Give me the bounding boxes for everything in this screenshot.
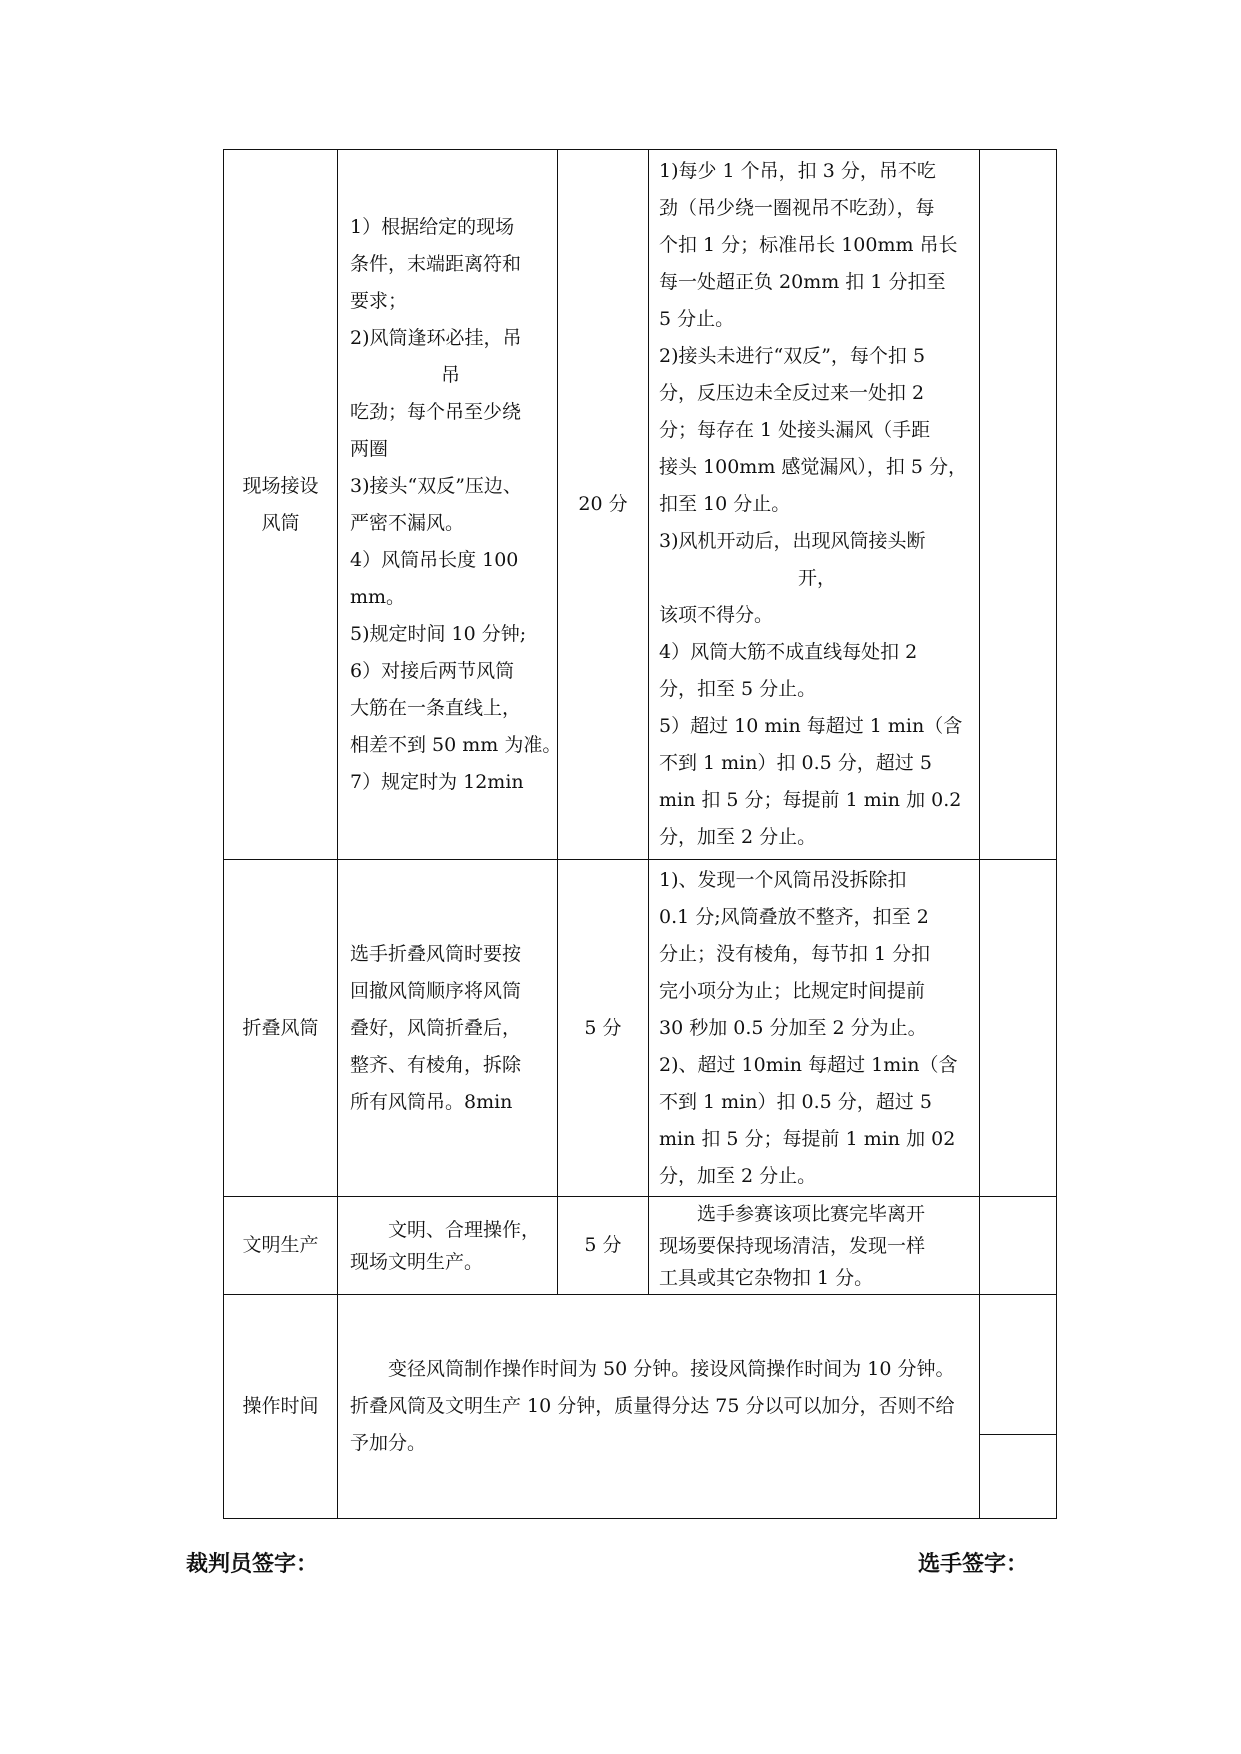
deduction-line: 分，加至 2 分止。 — [659, 1164, 817, 1187]
deduction-line: 该项不得分。 — [659, 604, 774, 626]
item-name-line: 折叠风筒 — [242, 1016, 319, 1039]
item-name-cell — [224, 1197, 338, 1295]
item-name-line: 操作时间 — [242, 1395, 319, 1417]
scoring-table — [223, 149, 1057, 1519]
table-row — [224, 860, 1057, 1197]
table-row — [224, 1197, 1057, 1295]
deduction-line: 分，反压边未全反过来一处扣 2 — [659, 382, 925, 404]
deductions-cell — [649, 860, 980, 1197]
requirement-line: 6）对接后两节风筒 — [350, 659, 515, 682]
deduction-line: 1)、发现一个风筒吊没拆除扣 — [659, 868, 907, 891]
score-cell-lower — [980, 1435, 1057, 1519]
deduction-line: 4）风筒大筋不成直线每处扣 2 — [659, 641, 918, 663]
deduction-line: 扣至 10 分止。 — [659, 493, 791, 515]
operation-time-cell — [338, 1295, 980, 1519]
operation-time-text: 变径风筒制作操作时间为 50 分钟。接设风筒操作时间为 10 分钟。折叠风筒及文明生产 10 分钟，质量得分达 75 分以可以加分，否则不给予加分。 — [350, 1358, 955, 1454]
deduction-line: 接头 100mm 感觉漏风），扣 5 分， — [659, 456, 968, 478]
deduction-line: 个扣 1 分；标准吊长 100mm 吊长 — [659, 234, 958, 256]
requirement-line: 回撤风筒顺序将风筒 — [350, 979, 522, 1002]
referee-signature-label: 裁判员签字： — [186, 1552, 319, 1577]
item-name-cell — [224, 1295, 338, 1519]
deduction-line: 3)风机开动后，出现风筒接头断 — [659, 530, 926, 552]
deduction-line: 选手参赛该项比赛完毕离开 — [697, 1202, 926, 1225]
requirement-line: 1）根据给定的现场 — [350, 215, 515, 238]
deduction-line: 0.1 分;风筒叠放不整齐，扣至 2 — [659, 905, 929, 928]
requirement-line: 现场文明生产。 — [350, 1250, 484, 1273]
requirement-line: 3)接头“双反”压边、 — [350, 474, 522, 497]
deduction-line: 2)、超过 10min 每超过 1min（含 — [659, 1053, 958, 1076]
score-cell — [980, 150, 1057, 860]
deduction-line: 5）超过 10 min 每超过 1 min（含 — [659, 715, 963, 737]
requirements-cell — [338, 150, 562, 860]
item-name-line: 现场接设 — [242, 474, 319, 497]
deduction-line: 分止；没有棱角，每节扣 1 分扣 — [659, 942, 931, 965]
requirement-line: 要求； — [350, 289, 408, 312]
deduction-line: 分；每存在 1 处接头漏风（手距 — [659, 419, 931, 441]
requirement-line: 吃劲；每个吊至少绕 — [350, 400, 522, 423]
deduction-line: 工具或其它杂物扣 1 分。 — [659, 1266, 874, 1289]
requirement-line: 条件，末端距离符和 — [350, 252, 522, 275]
requirement-line: 相差不到 50 mm 为准。 — [350, 733, 562, 756]
points-cell: 20 分 — [558, 150, 649, 860]
deduction-line: 1)每少 1 个吊，扣 3 分，吊不吃 — [659, 160, 936, 182]
table-row — [224, 1295, 1057, 1435]
requirement-line: 4）风筒吊长度 100 — [350, 548, 519, 571]
requirement-line: 严密不漏风。 — [350, 511, 465, 534]
deduction-line: 不到 1 min）扣 0.5 分，超过 5 — [659, 752, 932, 774]
requirement-line: 大筋在一条直线上， — [350, 696, 522, 719]
requirement-line: 选手折叠风筒时要按 — [350, 942, 522, 965]
deductions-cell — [649, 1197, 980, 1295]
item-name-line: 风筒 — [261, 511, 300, 534]
score-cell — [980, 1197, 1057, 1295]
score-cell-upper — [980, 1295, 1057, 1435]
deduction-line: 不到 1 min）扣 0.5 分，超过 5 — [659, 1090, 932, 1113]
requirement-line: 吊 — [440, 363, 460, 386]
table-row — [224, 150, 1057, 860]
points-cell: 5 分 — [558, 860, 649, 1197]
deduction-line: 分，加至 2 分止。 — [659, 826, 817, 848]
item-name-line: 文明生产 — [242, 1234, 319, 1256]
requirement-line: 叠好，风筒折叠后， — [350, 1016, 522, 1039]
requirements-cell — [338, 860, 558, 1197]
requirement-line: 两圈 — [350, 437, 389, 460]
requirement-line: 文明、合理操作， — [388, 1218, 541, 1241]
contestant-signature-label: 选手签字： — [918, 1552, 1029, 1577]
item-name-cell — [224, 150, 338, 860]
requirement-line: 整齐、有棱角，拆除 — [350, 1053, 522, 1076]
requirement-line: 5)规定时间 10 分钟; — [350, 622, 527, 645]
item-name-cell — [224, 860, 338, 1197]
deduction-line: 5 分止。 — [659, 308, 735, 330]
score-cell — [980, 860, 1057, 1197]
points-cell: 5 分 — [558, 1197, 649, 1295]
deduction-line: 30 秒加 0.5 分加至 2 分为止。 — [659, 1016, 927, 1039]
deduction-line: 完小项分为止；比规定时间提前 — [659, 979, 926, 1002]
requirement-line: 7）规定时为 12min — [350, 770, 524, 793]
deduction-line: 开， — [797, 567, 836, 589]
deduction-line: 现场要保持现场清洁，发现一样 — [659, 1234, 926, 1257]
deduction-line: 劲（吊少绕一圈视吊不吃劲），每 — [659, 197, 935, 219]
requirements-cell — [338, 1197, 558, 1295]
deductions-cell — [649, 150, 980, 860]
requirement-line: 2)风筒逢环必挂，吊 — [350, 326, 522, 349]
requirement-line: mm。 — [350, 585, 406, 608]
deduction-line: 2)接头未进行“双反”，每个扣 5 — [659, 345, 926, 367]
deduction-line: min 扣 5 分；每提前 1 min 加 02 — [659, 1127, 956, 1150]
deduction-line: 分，扣至 5 分止。 — [659, 678, 817, 700]
requirement-line: 所有风筒吊。8min — [350, 1090, 513, 1113]
deduction-line: 每一处超正负 20mm 扣 1 分扣至 — [659, 271, 946, 293]
deduction-line: min 扣 5 分；每提前 1 min 加 0.2 — [659, 789, 962, 811]
